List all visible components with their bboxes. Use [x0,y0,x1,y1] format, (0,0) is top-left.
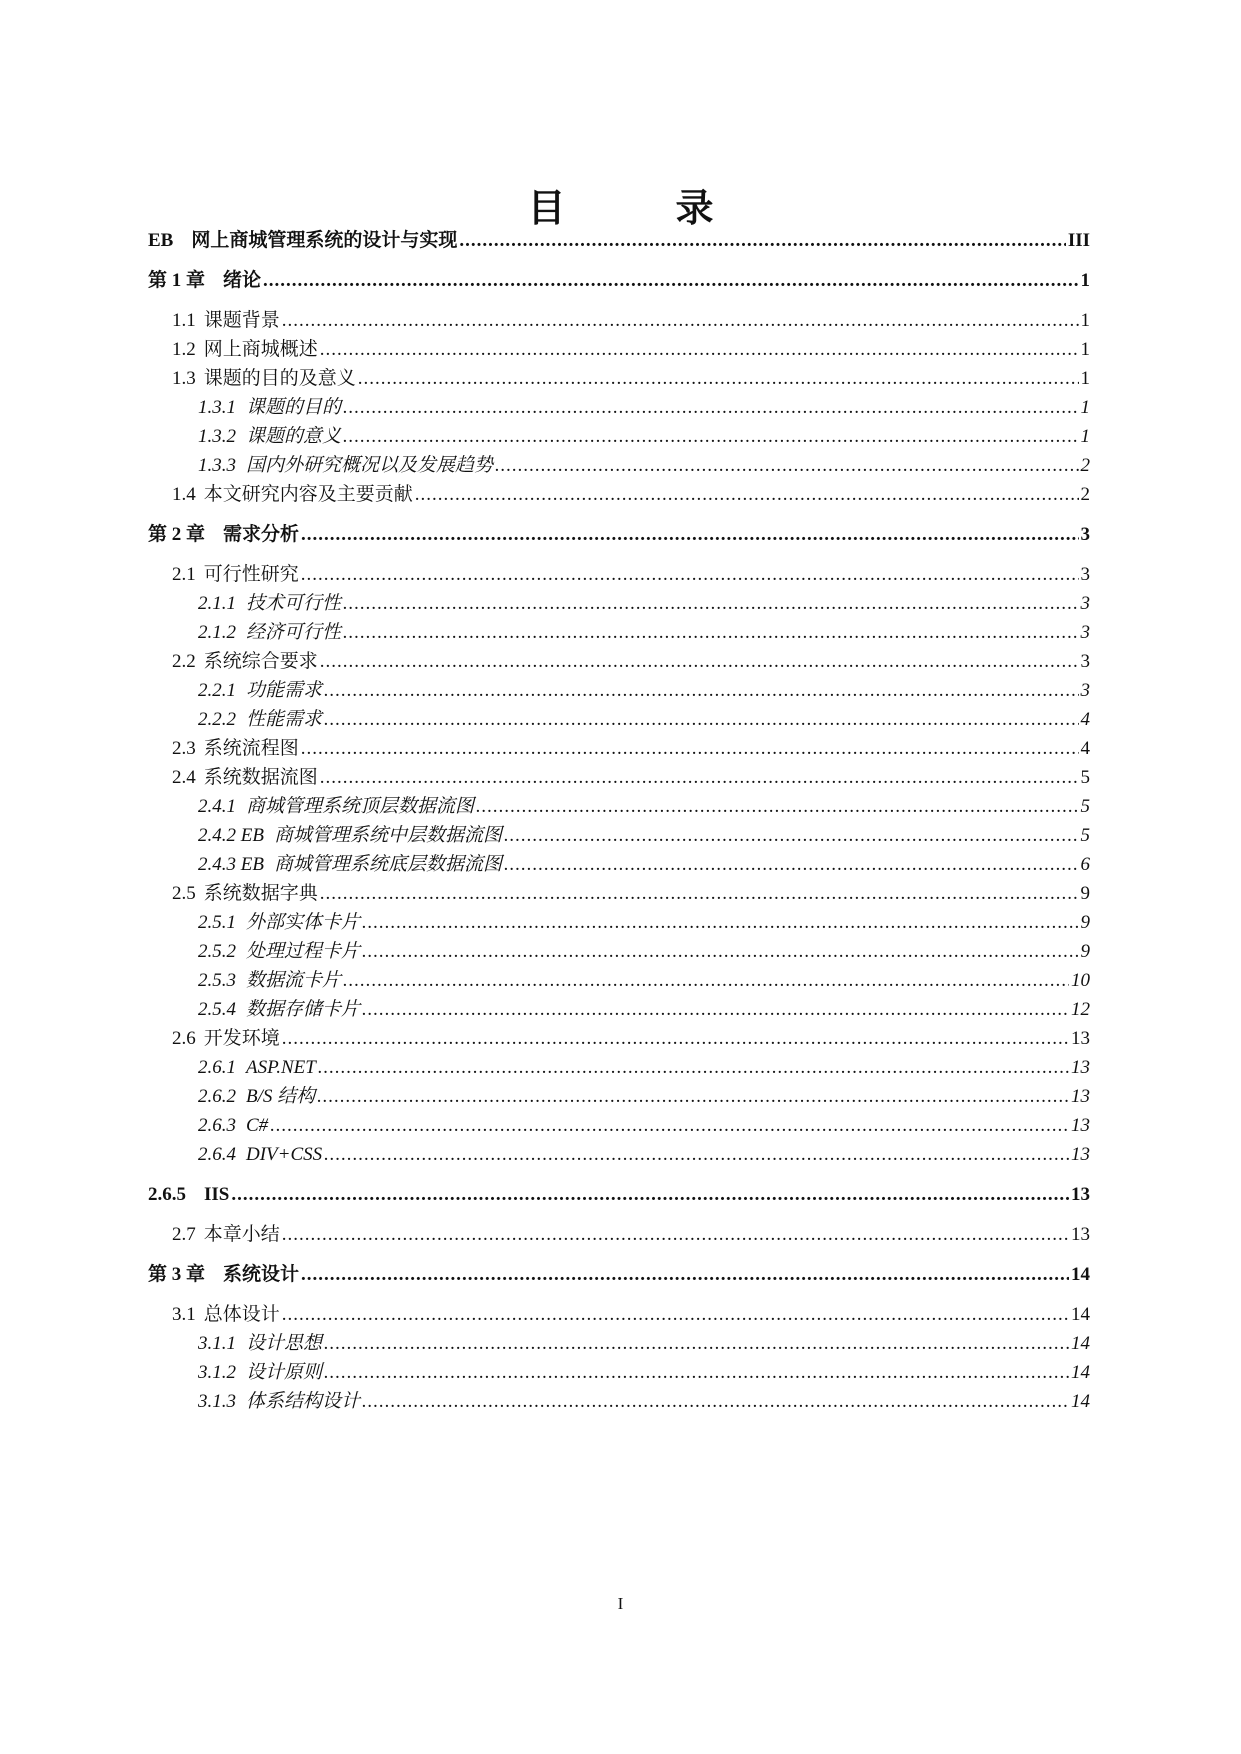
toc-entry-title: 课题的目的 [246,397,342,418]
toc-entry[interactable] [148,522,1090,548]
dot-leader [362,910,1078,936]
toc-entry-page: 1 [1080,368,1090,389]
toc-entry[interactable] [148,1360,1090,1386]
dot-leader [324,678,1078,704]
toc-entry-number: 3.1.2 [198,1362,236,1383]
toc-entry-number: 1.3.1 [198,397,236,418]
dot-leader [282,1222,1069,1248]
toc-entry-page: 13 [1071,1144,1090,1165]
toc-entry-number: 2.2.2 [198,709,236,730]
toc-entry-title: 性能需求 [246,709,323,730]
page-number: I [617,1594,624,1613]
toc-entry-page: 1 [1080,310,1090,331]
toc-entry-title: 数据存储卡片 [246,999,361,1020]
toc-entry-title: 商城管理系统底层数据流图 [273,854,502,875]
toc-entry-page: 9 [1080,912,1090,933]
dot-leader [324,1331,1069,1357]
toc-entry[interactable] [148,881,1090,907]
dot-leader [324,707,1078,733]
toc-entry-page: 5 [1080,796,1090,817]
toc-entry-page: 9 [1080,883,1090,904]
toc-entry-number: EB [148,230,174,251]
toc-entry-page: 4 [1080,738,1090,759]
toc-entry-title: 可行性研究 [203,564,299,585]
dot-leader [301,522,1078,548]
dot-leader [343,620,1078,646]
toc-entry-number: 3.1.3 [198,1391,236,1412]
dot-leader [476,794,1078,820]
dot-leader [343,591,1078,617]
toc-entry-title: 设计原则 [246,1362,323,1383]
toc-entry-page: 2 [1080,484,1090,505]
toc-entry-page: 1 [1080,426,1090,447]
toc-entry-page: 3 [1080,593,1090,614]
toc-entry[interactable] [148,620,1090,646]
toc-entry-page: 13 [1071,1184,1090,1205]
toc-entry[interactable] [148,308,1090,334]
toc-entry-number: 第 1 章 [148,270,206,291]
toc-entry-number: 2.3 [172,738,196,759]
toc-entry-number: 2.4 [172,767,196,788]
toc-entry-title: 技术可行性 [246,593,342,614]
toc-entry[interactable] [148,1084,1090,1110]
toc-entry-title: 设计思想 [246,1333,323,1354]
toc-entry-number: 1.3.2 [198,426,236,447]
toc-entry[interactable] [148,939,1090,965]
toc-entry-page: 3 [1080,651,1090,672]
toc-entry-number: 2.1.2 [198,622,236,643]
toc-entry-title: 系统数据字典 [203,883,318,904]
toc-entry-number: 第 3 章 [148,1264,206,1285]
toc-entry-title: 课题背景 [203,310,280,331]
toc-entry-title: 外部实体卡片 [246,912,361,933]
toc-entry[interactable] [148,1026,1090,1052]
toc-entry[interactable] [148,395,1090,421]
toc-entry-page: 13 [1071,1224,1090,1245]
toc-entry-page: 9 [1080,941,1090,962]
toc-entry[interactable] [148,736,1090,762]
toc-entry-title: 系统数据流图 [203,767,318,788]
toc-entry[interactable] [148,1262,1090,1288]
toc-entry-title: 商城管理系统顶层数据流图 [246,796,475,817]
dot-leader [282,1302,1069,1328]
toc-entry-number: 2.4.2 EB [198,825,264,846]
dot-leader [358,366,1079,392]
toc-entry-number: 2.6.5 [148,1184,186,1205]
toc-entry-number: 2.5.1 [198,912,236,933]
toc-entry-number: 1.3.3 [198,455,236,476]
dot-leader [301,736,1079,762]
toc-entry-number: 2.6.3 [198,1115,236,1136]
toc-entry-title: 课题的目的及意义 [203,368,356,389]
dot-leader [415,482,1079,508]
toc-entry-title: 开发环境 [203,1028,280,1049]
toc-entry-page: 14 [1071,1333,1090,1354]
toc-entry[interactable] [148,678,1090,704]
toc-entry-page: 3 [1080,564,1090,585]
toc-entry-number: 2.1.1 [198,593,236,614]
toc-entry-page: III [1067,230,1090,251]
toc-entry[interactable] [148,366,1090,392]
toc-entry-title: IIS [204,1184,230,1205]
toc-entry[interactable] [148,968,1090,994]
toc-entry-number: 2.2.1 [198,680,236,701]
toc-entry-page: 5 [1080,767,1090,788]
dot-leader [301,562,1079,588]
toc-entry[interactable] [148,1055,1090,1081]
toc-entry[interactable] [148,1222,1090,1248]
toc-entry-number: 2.5.3 [198,970,236,991]
toc-entry[interactable] [148,268,1090,294]
toc-entry-title: 绪论 [223,270,262,291]
toc-entry[interactable] [148,424,1090,450]
toc-entry-title: 系统综合要求 [203,651,318,672]
dot-leader [362,997,1069,1023]
toc-entry-page: 13 [1071,1086,1090,1107]
toc-entry-number: 2.1 [172,564,196,585]
toc-entry-title: 功能需求 [246,680,323,701]
toc-entry-number: 1.2 [172,339,196,360]
toc-entry-number: 2.5.2 [198,941,236,962]
dot-leader [495,453,1078,479]
dot-leader [320,881,1079,907]
toc-entry-page: 3 [1080,622,1090,643]
toc-entry-number: 1.3 [172,368,196,389]
toc-entry-number: 2.5.4 [198,999,236,1020]
dot-leader [324,1142,1069,1168]
dot-leader [362,1389,1069,1415]
toc-entry[interactable] [148,453,1090,479]
toc-entry[interactable] [148,337,1090,363]
toc-entry-number: 2.6 [172,1028,196,1049]
toc-entry[interactable] [148,228,1090,254]
toc-entry-title: 数据流卡片 [246,970,342,991]
dot-leader [343,424,1078,450]
toc-entry-page: 1 [1080,339,1090,360]
toc-entry-page: 1 [1080,397,1090,418]
page-title: 目 录 [527,186,750,230]
toc-entry-title: 网上商城概述 [203,339,318,360]
toc-entry-title: 商城管理系统中层数据流图 [273,825,502,846]
toc-entry-title: B/S 结构 [246,1086,316,1107]
toc-entry-title: 体系结构设计 [246,1391,361,1412]
toc-entry[interactable] [148,910,1090,936]
toc-entry[interactable] [148,1142,1090,1168]
dot-leader [343,968,1069,994]
toc-entry-page: 14 [1071,1391,1090,1412]
toc-entry-page: 3 [1080,680,1090,701]
toc-entry-number: 2.5 [172,883,196,904]
toc-entry[interactable] [148,852,1090,878]
toc-entry-number: 2.7 [172,1224,196,1245]
dot-leader [459,228,1065,254]
toc-entry[interactable] [148,1113,1090,1139]
toc-entry-title: DIV+CSS [246,1144,323,1165]
toc-entry[interactable] [148,765,1090,791]
toc-entry-title: 处理过程卡片 [246,941,361,962]
toc-entry[interactable] [148,823,1090,849]
toc-entry-page: 14 [1071,1264,1090,1285]
toc-entry[interactable] [148,562,1090,588]
toc-entry[interactable] [148,1331,1090,1357]
toc-entry-page: 5 [1080,825,1090,846]
toc-entry[interactable] [148,591,1090,617]
toc-entry[interactable] [148,707,1090,733]
dot-leader [317,1084,1069,1110]
toc-entry-title: 课题的意义 [246,426,342,447]
toc-entry-number: 2.4.3 EB [198,854,264,875]
toc-entry-page: 10 [1071,970,1090,991]
dot-leader [263,268,1078,294]
toc-entry-title: 本文研究内容及主要贡献 [203,484,413,505]
toc-entry-number: 2.6.2 [198,1086,236,1107]
dot-leader [320,765,1079,791]
toc-entry-title: 系统设计 [223,1264,300,1285]
toc-entry-title: 国内外研究概况以及发展趋势 [246,455,494,476]
toc-entry-page: 6 [1080,854,1090,875]
dot-leader [270,1113,1069,1139]
toc-entry-page: 13 [1071,1115,1090,1136]
dot-leader [324,1360,1069,1386]
toc-entry[interactable] [148,794,1090,820]
toc-entry-number: 第 2 章 [148,524,206,545]
toc-entry-title: C# [246,1115,269,1136]
toc-entry-title: 系统流程图 [203,738,299,759]
toc-entry-page: 14 [1071,1304,1090,1325]
toc-entry[interactable] [148,1389,1090,1415]
toc-entry-page: 14 [1071,1362,1090,1383]
toc-entry-number: 3.1 [172,1304,196,1325]
toc-entry-number: 1.4 [172,484,196,505]
toc-entry-number: 2.6.1 [198,1057,236,1078]
toc-entry[interactable] [148,1302,1090,1328]
toc-entry-page: 1 [1080,270,1090,291]
dot-leader [320,337,1079,363]
toc-entry-page: 4 [1080,709,1090,730]
toc-entry-title: 需求分析 [223,524,300,545]
dot-leader [343,395,1078,421]
dot-leader [282,308,1079,334]
toc-entry-number: 2.4.1 [198,796,236,817]
toc-entry-page: 13 [1071,1028,1090,1049]
toc-entry-page: 12 [1071,999,1090,1020]
toc-entry-title: 网上商城管理系统的设计与实现 [191,230,458,251]
dot-leader [282,1026,1069,1052]
dot-leader [362,939,1078,965]
toc-entry-title: 总体设计 [203,1304,280,1325]
toc-entry-number: 3.1.1 [198,1333,236,1354]
toc-entry[interactable] [148,997,1090,1023]
toc-entry[interactable] [148,1182,1090,1208]
dot-leader [504,852,1079,878]
toc-entry-number: 2.2 [172,651,196,672]
toc-entry-page: 13 [1071,1057,1090,1078]
toc-entry-page: 3 [1080,524,1090,545]
toc-entry-title: 经济可行性 [246,622,342,643]
toc-entry-title: 本章小结 [203,1224,280,1245]
toc-entry-title: ASP.NET [246,1057,316,1078]
toc-entry[interactable] [148,649,1090,675]
dot-leader [318,1055,1069,1081]
dot-leader [320,649,1079,675]
toc-entry-number: 2.6.4 [198,1144,236,1165]
dot-leader [301,1262,1069,1288]
dot-leader [504,823,1079,849]
dot-leader [231,1182,1069,1208]
toc-entry[interactable] [148,482,1090,508]
toc-entry-page: 2 [1080,455,1090,476]
toc-entry-number: 1.1 [172,310,196,331]
